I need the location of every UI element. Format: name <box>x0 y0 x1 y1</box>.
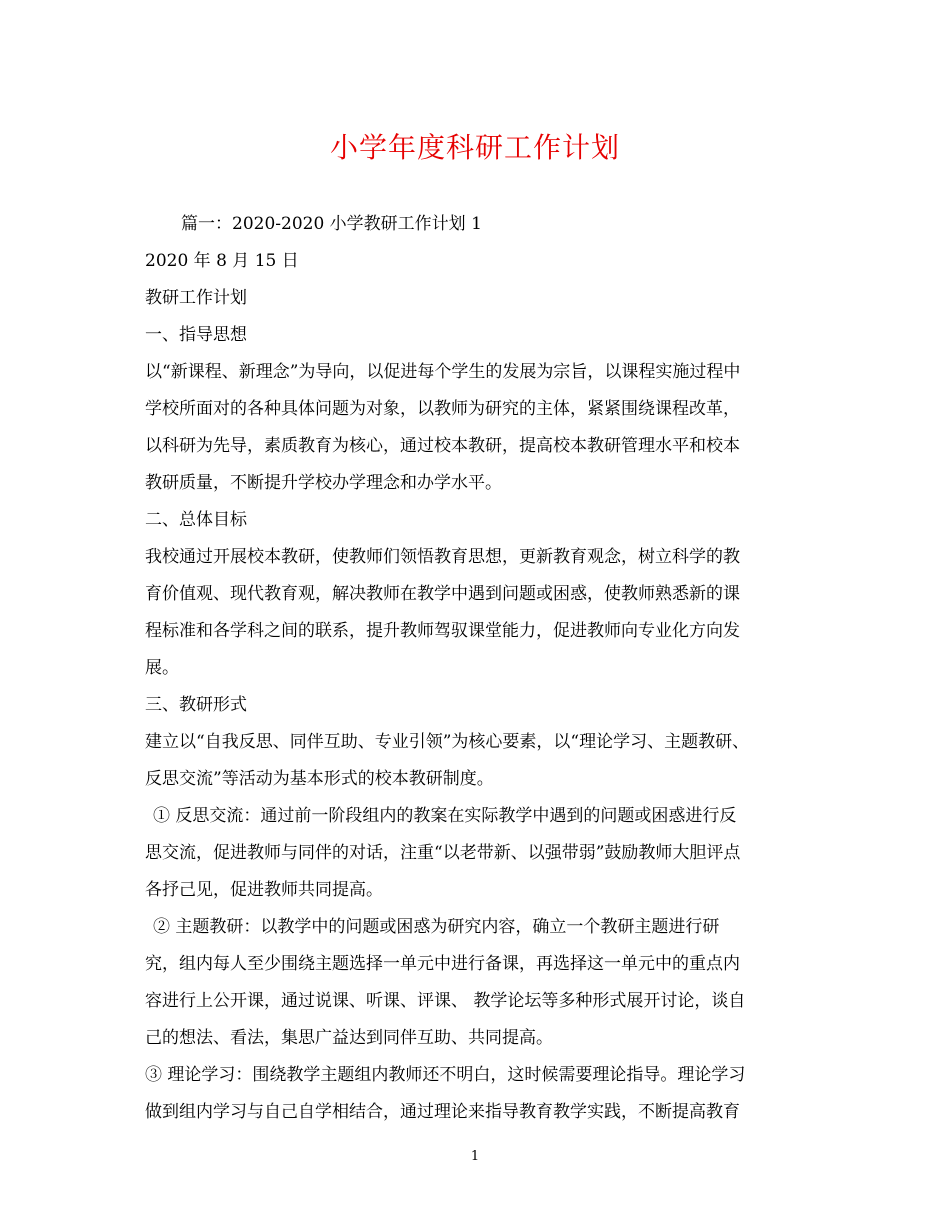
paragraph-line: 容进行上公开课，通过说课、听课、评课、 教学论坛等多种形式展开讨论，谈自 <box>145 991 746 1011</box>
subtitle-line: 教研工作计划 <box>145 288 247 308</box>
date-line: 2020 年 8 月 15 日 <box>145 251 299 271</box>
paragraph-line: 以科研为先导，素质教育为核心，通过校本教研，提高校本教研管理水平和校本 <box>145 436 740 456</box>
paragraph-line: 教研质量，不断提升学校办学理念和办学水平。 <box>145 473 502 493</box>
paragraph-line: 己的想法、看法，集思广益达到同伴互助、共同提高。 <box>145 1028 553 1048</box>
paragraph-line: 究，组内每人至少围绕主题选择一单元中进行备课，再选择这一单元中的重点内 <box>145 954 740 974</box>
paragraph-line: 我校通过开展校本教研，使教师们领悟教育思想，更新教育观念，树立科学的教 <box>145 547 740 567</box>
page-number: 1 <box>470 1149 480 1164</box>
paragraph-line: 各抒己见，促进教师共同提高。 <box>145 880 383 900</box>
list-item-theory-study: ③ 理论学习：围绕教学主题组内教师还不明白，这时候需要理论指导。理论学习 <box>145 1065 746 1085</box>
list-item-theme-research: ② 主题教研：以教学中的问题或困惑为研究内容，确立一个教研主题进行研 <box>153 917 720 937</box>
document-title: 小学年度科研工作计划 <box>329 131 620 164</box>
paragraph-line: 做到组内学习与自己自学相结合，通过理论来指导教育教学实践，不断提高教育 <box>145 1102 740 1122</box>
heading-overall-goal: 二、总体目标 <box>145 510 247 530</box>
paragraph-line: 建立以“自我反思、同伴互助、专业引领”为核心要素，以“理论学习、主题教研、 <box>145 732 750 752</box>
paragraph-line: 以“新课程、新理念”为导向，以促进每个学生的发展为宗旨，以课程实施过程中 <box>145 362 741 382</box>
paragraph-line: 育价值观、现代教育观，解决教师在教学中遇到问题或困惑，使教师熟悉新的课 <box>145 584 740 604</box>
list-item-reflection: ① 反思交流：通过前一阶段组内的教案在实际教学中遇到的问题或困惑进行反 <box>153 806 737 826</box>
heading-research-form: 三、教研形式 <box>145 695 247 715</box>
paragraph-line: 学校所面对的各种具体问题为对象，以教师为研究的主体，紧紧围绕课程改革， <box>145 399 740 419</box>
paragraph-line: 程标准和各学科之间的联系，提升教师驾驭课堂能力，促进教师向专业化方向发 <box>145 621 740 641</box>
document-body <box>145 206 815 1131</box>
paragraph-line: 思交流，促进教师与同伴的对话，注重“以老带新、以强带弱”鼓励教师大胆评点 <box>145 843 741 863</box>
paragraph-line: 展。 <box>145 658 179 678</box>
paragraph-line: 反思交流”等活动为基本形式的校本教研制度。 <box>145 769 494 789</box>
section-heading-part-one: 篇一：2020-2020 小学教研工作计划 1 <box>181 214 482 234</box>
heading-guiding-thought: 一、指导思想 <box>145 325 247 345</box>
